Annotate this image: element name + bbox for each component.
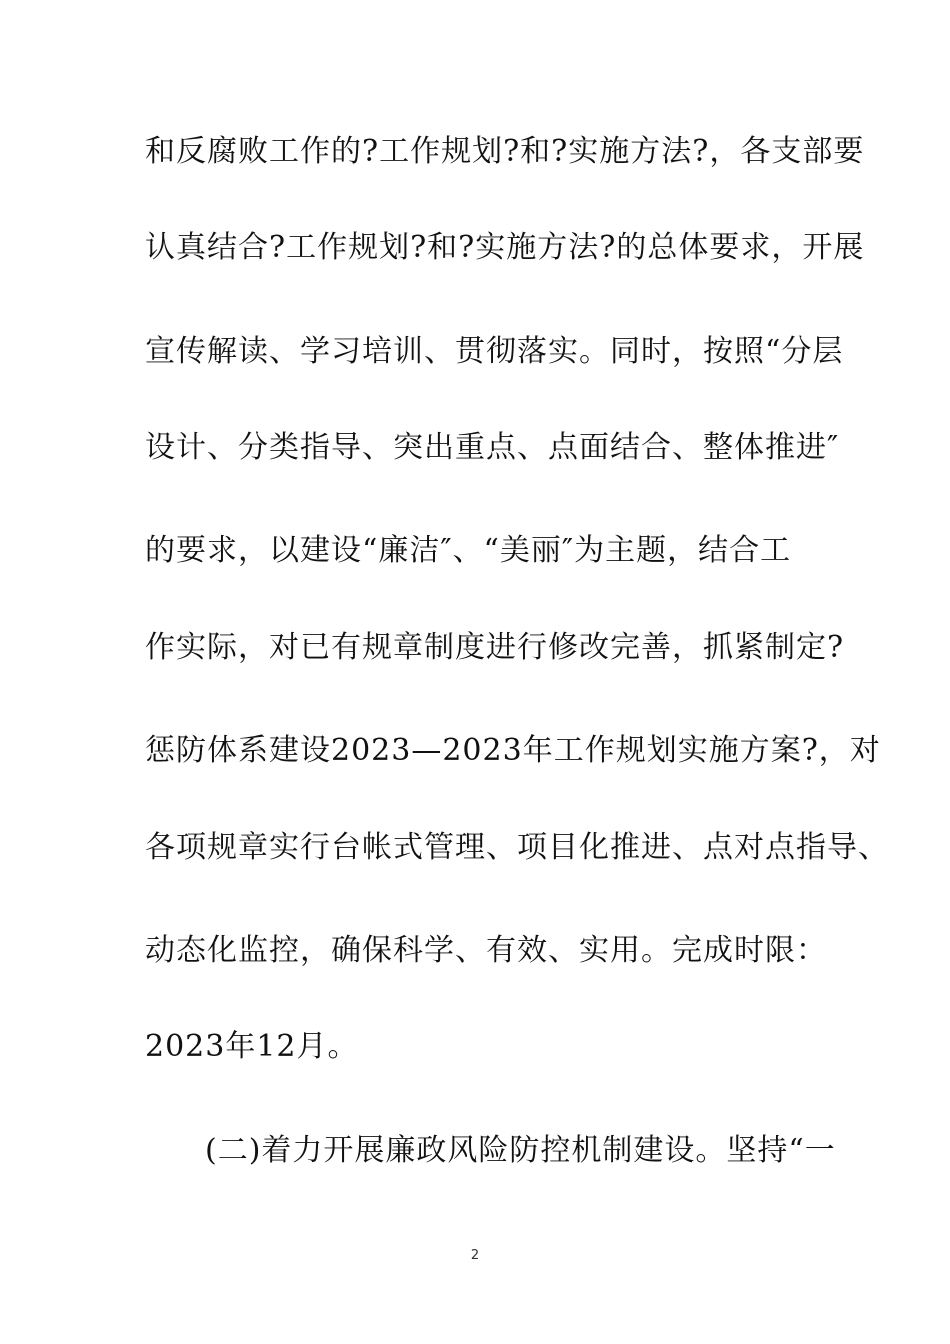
page-number: 2 bbox=[470, 1248, 480, 1263]
text-line-8: 各项规章实行台帐式管理、项目化推进、点对点指导、 bbox=[145, 830, 889, 865]
text-line-7: 惩防体系建设2023—2023年工作规划实施方案?，对 bbox=[145, 733, 881, 768]
text-line-4: 设计、分类指导、突出重点、点面结合、整体推进″ bbox=[145, 430, 840, 465]
text-line-6: 作实际，对已有规章制度进行修改完善，抓紧制定? bbox=[145, 630, 845, 665]
text-line-5: 的要求，以建设“廉洁″、“美丽″为主题，结合工 bbox=[145, 533, 792, 568]
text-line-9: 动态化监控，确保科学、有效、实用。完成时限： bbox=[145, 933, 827, 968]
text-line-11: (二)着力开展廉政风险防控机制建设。坚持“一 bbox=[205, 1133, 836, 1168]
text-line-10: 2023年12月。 bbox=[145, 1029, 359, 1064]
text-line-3: 宣传解读、学习培训、贯彻落实。同时，按照“分层 bbox=[145, 334, 844, 369]
text-line-2: 认真结合?工作规划?和?实施方法?的总体要求，开展 bbox=[145, 230, 865, 265]
text-line-1: 和反腐败工作的?工作规划?和?实施方法?，各支部要 bbox=[145, 134, 865, 169]
